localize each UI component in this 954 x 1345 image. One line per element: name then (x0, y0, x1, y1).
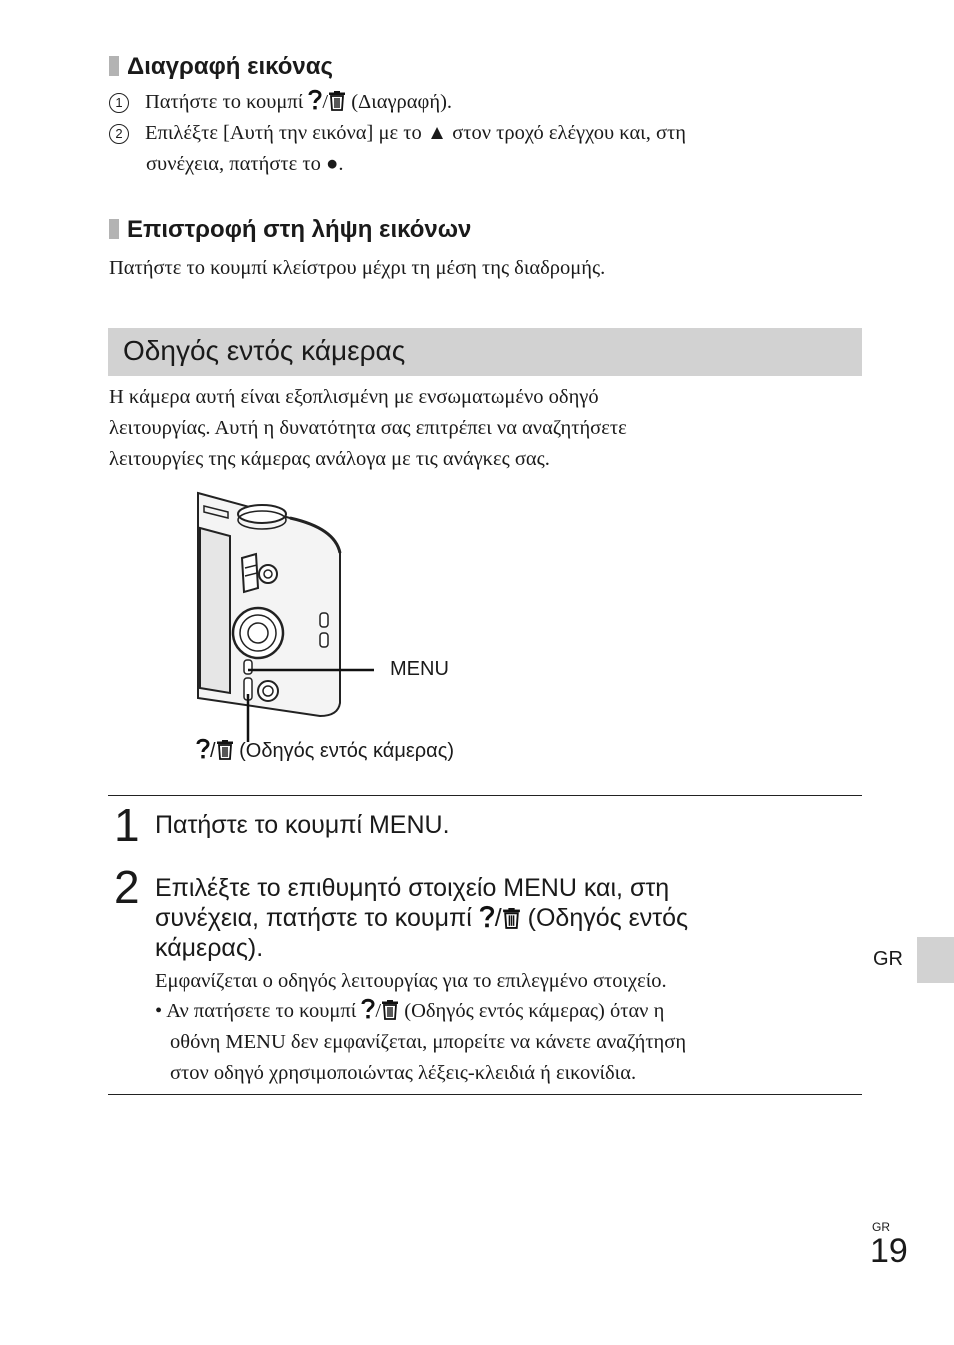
page-number: 19 (870, 1232, 908, 1270)
trash-icon (502, 906, 521, 936)
language-tab-label: GR (873, 948, 903, 970)
step-number-circle: 2 (109, 124, 129, 144)
step-number-1: 1 (114, 799, 140, 851)
camera-illustration (190, 488, 390, 743)
intro-line-1: Η κάμερα αυτή είναι εξοπλισμένη με ενσωματωμένο οδηγό (109, 386, 599, 408)
delete-step-1: 1 Πατήστε το κουμπί / (Διαγραφή). (109, 87, 452, 121)
trash-icon (216, 740, 234, 766)
delete-step-2: 2 Επιλέξτε [Αυτή την εικόνα] με το ▲ στον τροχό ελέγχου και, στη (109, 118, 686, 149)
trash-icon (381, 999, 399, 1030)
help-icon (361, 998, 375, 1030)
note-line-1: • Αν πατήσετε το κουμπί / (Οδηγός εντός κάμερας) όταν η (155, 996, 664, 1030)
return-shooting-text: Πατήστε το κουμπί κλείστρου μέχρι τη μέση της διαδρομής. (109, 257, 606, 279)
help-icon (196, 738, 210, 766)
menu-callout-label: MENU (390, 658, 449, 680)
section-marker (109, 219, 119, 239)
language-side-tab (917, 937, 954, 983)
heading-return-shooting: Επιστροφή στη λήψη εικόνων (109, 216, 471, 244)
help-icon (479, 905, 495, 936)
section-marker (109, 56, 119, 76)
step-number-2: 2 (114, 861, 140, 913)
intro-line-3: λειτουργίες της κάμερας ανάλογα με τις ανάγκες σας. (109, 448, 550, 470)
section-banner (108, 328, 862, 376)
heading-delete-image: Διαγραφή εικόνας (109, 53, 333, 81)
step-2-line-2: συνέχεια, πατήστε το κουμπί / (Οδηγός εντός (155, 903, 688, 936)
step-2-line-1: Επιλέξτε το επιθυμητό στοιχείο MENU και, στη (155, 874, 670, 902)
bullet: • (155, 1000, 163, 1022)
footer-lang: GR (872, 1220, 890, 1234)
steps-bottom-divider (108, 1094, 862, 1095)
step-1-text: Πατήστε το κουμπί MENU. (155, 811, 450, 839)
trash-icon (328, 90, 346, 121)
banner-title: Οδηγός εντός κάμερας (123, 335, 406, 366)
step-number-circle: 1 (109, 93, 129, 113)
intro-line-2: λειτουργίας. Αυτή η δυνατότητα σας επιτρέπει να αναζητήσετε (109, 417, 627, 439)
steps-top-divider (108, 795, 862, 796)
delete-step-2-cont: συνέχεια, πατήστε το ●. (146, 153, 344, 175)
step-2-description: Εμφανίζεται ο οδηγός λειτουργίας για το επιλεγμένο στοιχείο. (155, 970, 667, 992)
note-line-2: οθόνη MENU δεν εμφανίζεται, μπορείτε να κάνετε αναζήτηση (170, 1031, 687, 1053)
note-line-3: στον οδηγό χρησιμοποιώντας λέξεις-κλειδιά ή εικονίδια. (170, 1062, 637, 1084)
help-icon (308, 89, 322, 121)
guide-callout-label: / (Οδηγός εντός κάμερας) (196, 738, 454, 766)
step-2-line-3: κάμερας). (155, 934, 264, 962)
